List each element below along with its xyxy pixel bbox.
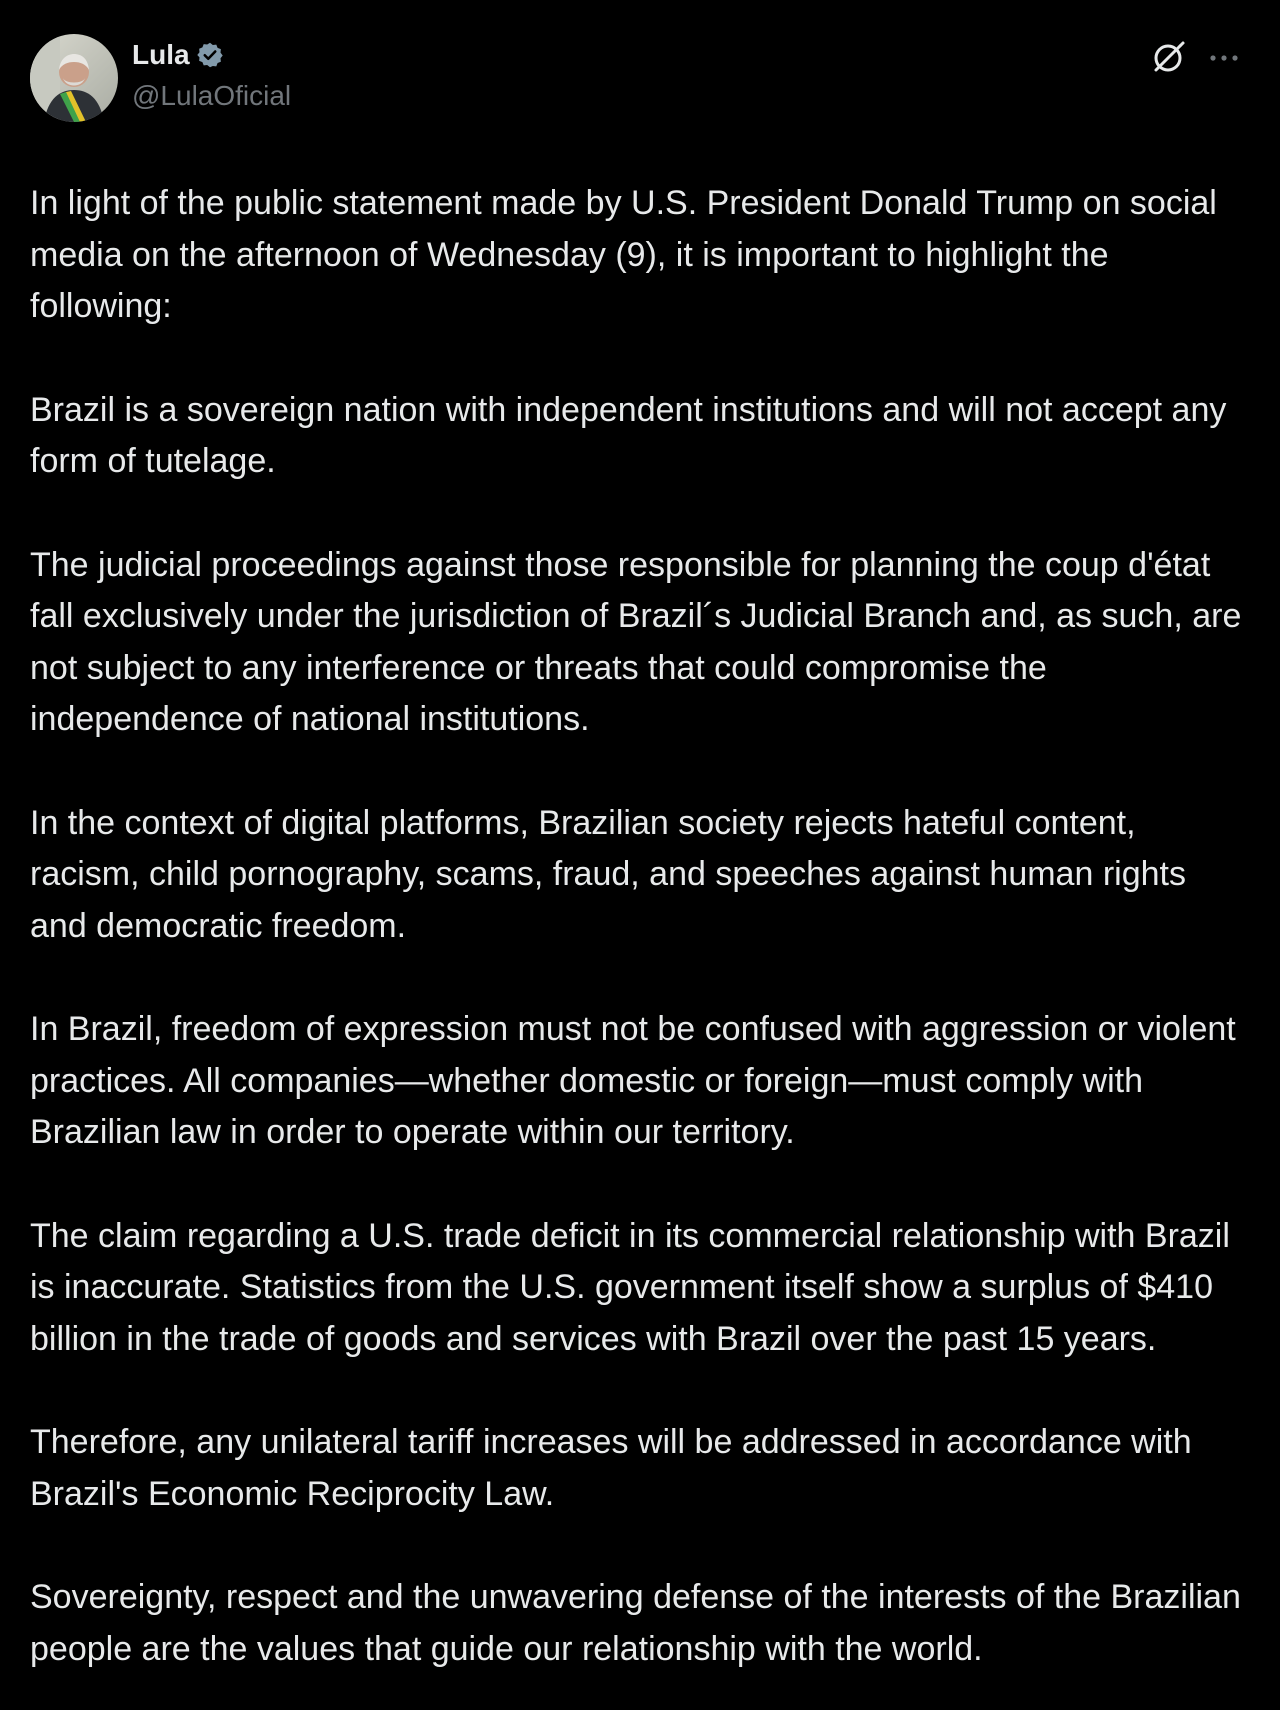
post-actions	[1150, 40, 1242, 76]
verified-badge-icon	[196, 41, 224, 69]
post-paragraph: In Brazil, freedom of expression must not be confused with aggression or violent practices. All companies—whether domestic or foreign—must comply with Brazilian law in order to operate within our territory.	[30, 1010, 1236, 1151]
post-paragraph: Therefore, any unilateral tariff increases will be addressed in accordance with Brazil's Economic Reciprocity Law.	[30, 1423, 1192, 1513]
more-options-icon[interactable]	[1206, 40, 1242, 76]
post-header	[30, 30, 1242, 134]
display-name[interactable]: Lula	[132, 39, 190, 70]
post-paragraph: Sovereignty, respect and the unwavering defense of the interests of the Brazilian people are the values that guide our relationship with the world.	[30, 1578, 1241, 1668]
avatar[interactable]	[30, 34, 118, 122]
post-paragraph: The judicial proceedings against those responsible for planning the coup d'état fall exclusively under the jurisdiction of Brazil´s Judicial Branch and, as such, are not subject to any interference or threats that could compromise the independence of national institutions.	[30, 545, 1242, 738]
post-body	[30, 178, 1245, 1675]
post-paragraph: The claim regarding a U.S. trade deficit in its commercial relationship with Brazil is inaccurate. Statistics from the U.S. government itself show a surplus of $410 billion in the trade of goods and services with Brazil over the past 15 years.	[30, 1216, 1230, 1358]
avatar-portrait-icon	[30, 34, 118, 122]
post-paragraph: In light of the public statement made by U.S. President Donald Trump on social media on the afternoon of Wednesday (9), it is important to highlight the following:	[30, 184, 1217, 325]
name-row	[132, 38, 291, 72]
grok-icon[interactable]	[1150, 40, 1186, 76]
post-paragraph: In the context of digital platforms, Brazilian society rejects hateful content, racism, child pornography, scams, fraud, and speeches against human rights and democratic freedom.	[30, 803, 1186, 945]
post-paragraph: Brazil is a sovereign nation with independent institutions and will not accept any form of tutelage.	[30, 390, 1227, 480]
author-handle[interactable]: @LulaOficial	[132, 80, 292, 111]
author-names	[132, 38, 291, 112]
